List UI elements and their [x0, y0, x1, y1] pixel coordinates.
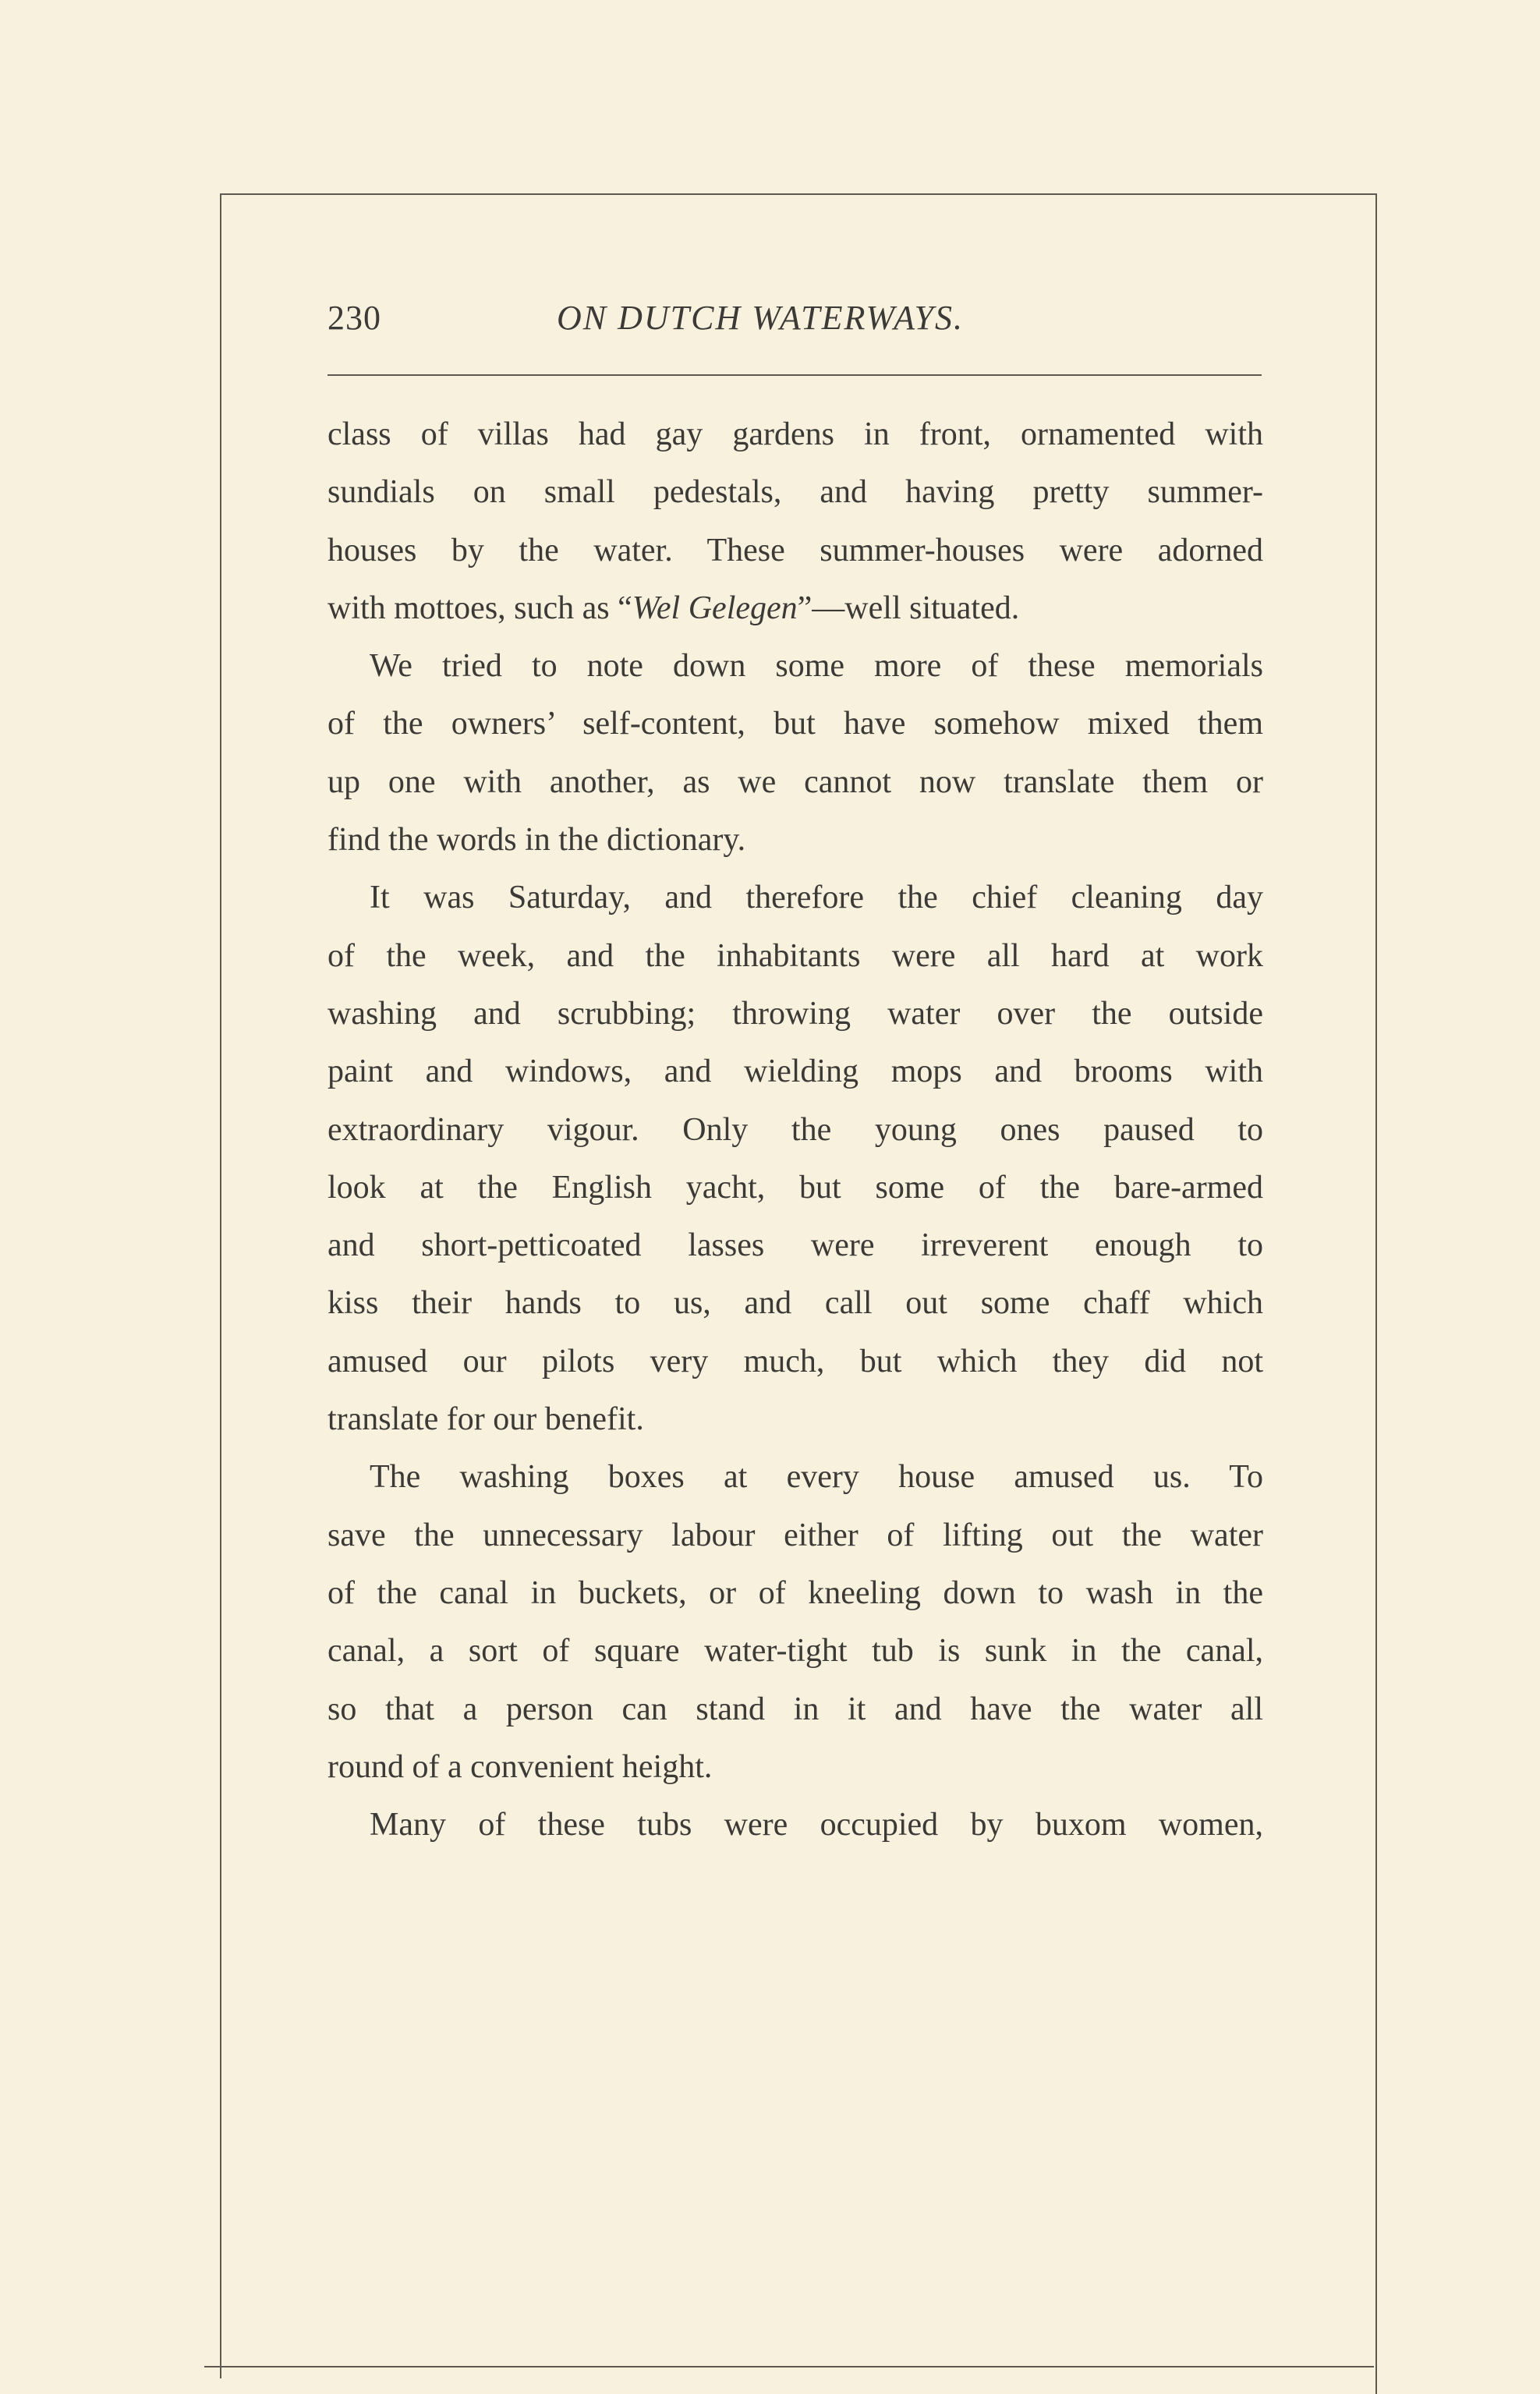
paragraph	[327, 405, 1263, 637]
page-number: 230	[327, 299, 381, 337]
text-line: class of villas had gay gardens in front, ornamented with	[327, 416, 1263, 452]
text-line: We tried to note down some more of these memorials	[370, 648, 1263, 685]
text-line: round of a convenient height.	[327, 1748, 713, 1785]
italic-phrase: Wel Gelegen	[632, 590, 798, 626]
frame-bottom-rule	[204, 2366, 1374, 2367]
text-line: The washing boxes at every house amused us. To	[370, 1459, 1263, 1496]
text-line: amused our pilots very much, but which they did not	[327, 1343, 1263, 1379]
text-line: up one with another, as we cannot now translate them or	[327, 763, 1263, 800]
paragraph	[327, 1448, 1263, 1796]
header-rule	[327, 374, 1262, 376]
text-line	[327, 579, 1263, 637]
text-line: Many of these tubs were occupied by buxom women,	[370, 1807, 1263, 1843]
text-line: and short-petticoated lasses were irreverent enough to	[327, 1227, 1263, 1264]
text-line: of the canal in buckets, or of kneeling down to wash in the	[327, 1574, 1263, 1611]
paragraph	[327, 869, 1263, 1448]
paragraph	[327, 637, 1263, 869]
text-line: of the owners’ self-content, but have somehow mixed them	[327, 706, 1263, 742]
text-line: save the unnecessary labour either of lifting out the water	[327, 1517, 1263, 1553]
text-line: paint and windows, and wielding mops and brooms with	[327, 1054, 1263, 1090]
text-line: so that a person can stand in it and have the water all	[327, 1691, 1263, 1727]
frame-right-rule	[1375, 195, 1377, 2394]
text-line: washing and scrubbing; throwing water over the outside	[327, 995, 1263, 1032]
text-segment: ”—well situated.	[797, 590, 1020, 626]
text-line: of the week, and the inhabitants were all hard at work	[327, 937, 1263, 974]
text-line: look at the English yacht, but some of the bare-armed	[327, 1169, 1263, 1206]
running-title: ON DUTCH WATERWAYS.	[557, 299, 965, 337]
text-segment: with mottoes, such as “	[327, 590, 632, 626]
text-line: find the words in the dictionary.	[327, 822, 746, 859]
body-text	[327, 405, 1263, 1854]
text-line: canal, a sort of square water-tight tub is sunk in the canal,	[327, 1633, 1263, 1670]
text-line: houses by the water. These summer-houses were adorned	[327, 532, 1263, 568]
text-line: translate for our benefit.	[327, 1401, 644, 1438]
text-line: kiss their hands to us, and call out some chaff which	[327, 1285, 1263, 1322]
frame-left-rule	[220, 195, 221, 2378]
paragraph	[327, 1796, 1263, 1854]
text-line: extraordinary vigour. Only the young ones paused to	[327, 1111, 1263, 1148]
frame-top-rule	[220, 193, 1377, 195]
text-line: sundials on small pedestals, and having pretty summer-	[327, 474, 1263, 511]
text-line: It was Saturday, and therefore the chief cleaning day	[370, 880, 1263, 916]
